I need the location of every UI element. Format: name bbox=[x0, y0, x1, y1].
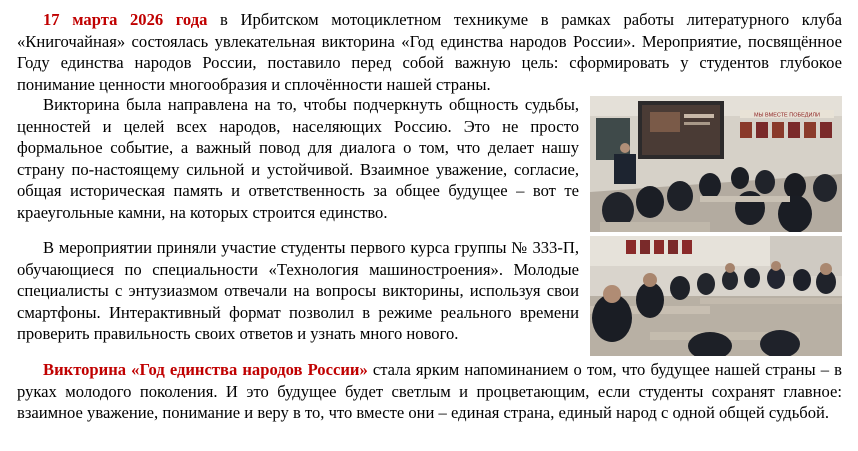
conclusion-text: стала ярким напоминанием о том, что будущее нашей страны – в руках молодого поколения. И это будущее будет светлым и процветающим, если студенты сохранят главное: взаимное уважение, понимание и веру в то, что вместе они – единая страна, единый народ с одной общей судьбой. bbox=[17, 360, 842, 422]
event-date: 17 марта 2026 года bbox=[43, 10, 208, 29]
students-quiz-photo bbox=[590, 236, 842, 356]
quiz-title: Викторина «Год единства народов России» bbox=[43, 360, 368, 379]
students-quiz-image bbox=[590, 236, 842, 356]
paragraph-conclusion bbox=[17, 359, 842, 424]
intro-text: в Ирбитском мотоциклетном техникуме в рамках работы литературного клуба «Книгочайная» состоялась увлекательная викторина «Год единства народов России». Мероприятие, посвящённое Году единства народов России, поставило перед собой важную цель: сформировать у студентов глубокое понимание ценности многообразия и сплочённости нашей страны. bbox=[17, 10, 842, 94]
paragraph-intro bbox=[17, 9, 842, 95]
paragraph-purpose: Викторина была направлена на то, чтобы подчеркнуть общность судьбы, ценностей и целей всех народов, населяющих Россию. Это не просто формальное событие, а важный повод для диалога о том, что делает нашу страну по-настоящему сильной и устойчивой. Взаимное уважение, согласие, общая историческая память и ответственность за общее будущее – вот те краеугольные камни, на которых строится единство. bbox=[17, 95, 579, 222]
classroom-presentation-photo bbox=[590, 96, 842, 232]
paragraph-participants: В мероприятии приняли участие студенты первого курса группы № 333-П, обучающиеся по специальности «Технология машиностроения». Молодые специалисты с энтузиазмом отвечали на вопросы викторины, используя свои смартфоны. Интерактивный формат позволил в режиме реального времени проверить правильность своих ответов и узнать много нового. bbox=[17, 238, 579, 343]
wall-sign-text: МЫ ВМЕСТЕ ПОБЕДИЛИ bbox=[754, 112, 820, 119]
classroom-presentation-image bbox=[590, 96, 842, 232]
